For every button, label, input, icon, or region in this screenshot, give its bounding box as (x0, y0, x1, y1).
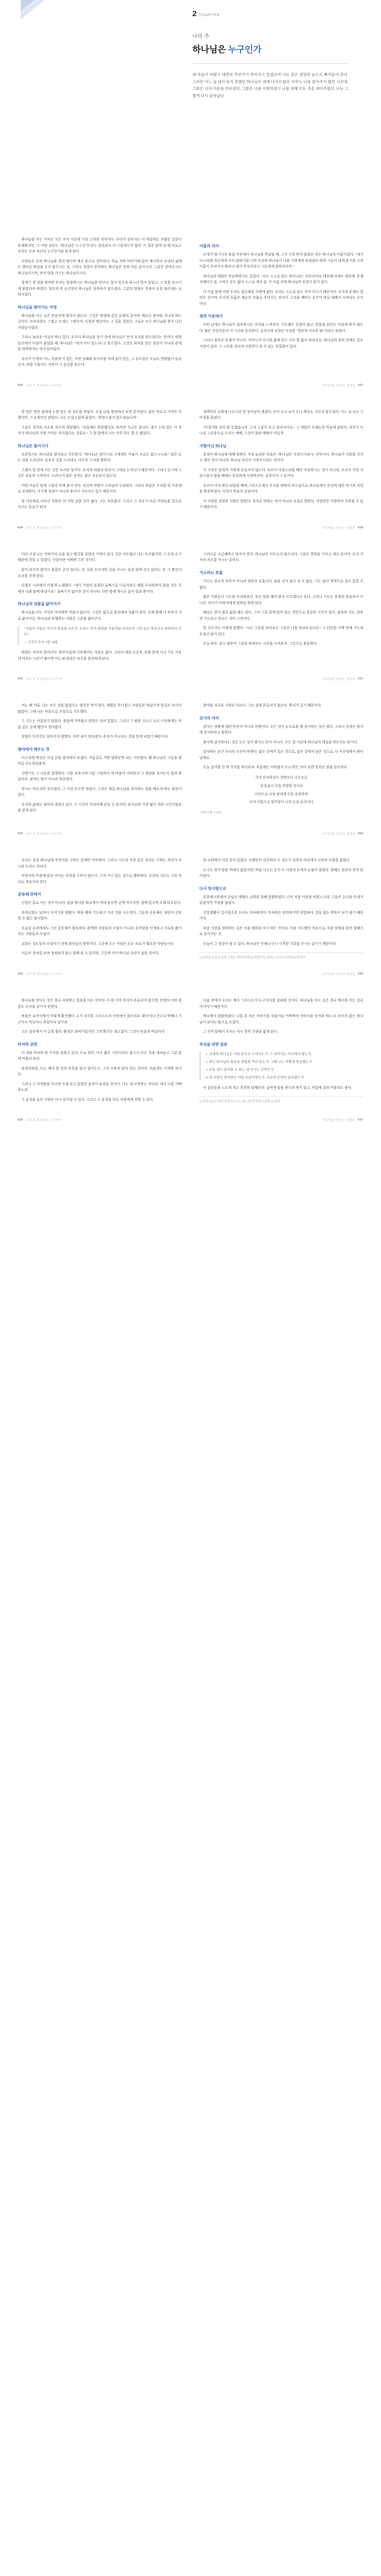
folio-right (323, 832, 364, 836)
quote-line: 2. 최근 하나님의 침묵을 경험한 적이 있는가. 그때 나는 어떻게 반응했는가. (205, 1060, 313, 1064)
body-paragraph: 이 사랑을 경험한 사람은 변한다. 억지로 변하는 것이 아니라 저절로 변한다. 사랑받은 사람만이 사랑할 수 있기 때문이다. (199, 499, 363, 510)
body-paragraph: 오늘이 그 첫날이 될 수 있다. 하나님은 언제나 다시 시작할 기회를 주시는 분이기 때문이다. (203, 942, 337, 946)
body-paragraph: 우리는 종종 하나님께 무언가를 구하는 일에만 익숙하다. 그러나 기도의 가장 깊은 자리는 구하는 자리가 아니라 누리는 자리다. (18, 859, 182, 869)
body-paragraph: 그러나 침묵은 부재가 아니다. 어머니가 아기를 품에 안고 아무 말 없이 바라보듯, 하나님의 침묵 속에도 깊은 사랑이 있다. 그 시간을 견뎌낸 사람만이 알 수 있는 친밀함이 있다. (199, 339, 363, 349)
footnote: 1) 본문에 인용된 성경 구절은 개역개정판을 따랐으며, 일부는 저자의 의역임을 밝힌다. (200, 952, 364, 960)
section-heading: 마지막 권면 (18, 1042, 37, 1047)
folio-right (323, 677, 364, 681)
body-paragraph: 오늘 하루, 잠시 멈추어 그분을 바라보는 시간을 가져보자. 그것으로 충분하다. (203, 642, 318, 646)
page-footer (0, 677, 381, 689)
chapter-number-value: 2 (192, 9, 197, 18)
column-left (18, 858, 182, 960)
folio-left-label: 나의 주 하나님은 누구인가 (25, 1119, 62, 1123)
spread-columns (0, 538, 381, 677)
body-paragraph: 그 신비 앞에서 우리는 다시 한번 무릎을 꿇게 된다. (203, 1030, 278, 1034)
body-paragraph: 그분은 천천히 미소를 지으며 대답했다. "처음에는 원망했지요. 하지만 지금은 압니다. 내가 누워 있는 이 자리가 하나님과 가장 가까운 자리였다는 것을요." 그 말 앞에서 나는 아무 말도 할 수 없었다. (18, 425, 182, 436)
body-paragraph: 교회는 성도들의 모임이기 전에 죄인들의 병원이다. 그곳에 오는 사람은 모두 치료가 필요한 사람들이다. (21, 942, 175, 946)
body-paragraph: 상황은 아무것도 달라지지 않았다. 다만 내가 달라졌다. 혼자가 아니라는 것을 알게 되었기 때문이다. (21, 735, 169, 739)
text-spread (0, 223, 381, 396)
body-paragraph: 신명기는 그 이유를 설명한다. 너를 낮추시며 너를 시험하사 네 마음이 어떠한지 그 명령을 지키는지 알려 하심이라. 광야는 벌이 아니라 학교였다. (18, 771, 182, 782)
section-heading: 기도라는 호흡 (199, 570, 223, 575)
folio-right-label: 하나님을 만나는 첫걸음 (323, 1119, 356, 1123)
column-left (18, 237, 182, 372)
body-paragraph: 범사에 감사한다는 것은 모든 일이 좋다는 뜻이 아니다. 모든 일 가운데 하나님이 계심을 믿는다는 뜻이다. (203, 740, 358, 744)
quote-line: 4. 내 신앙의 첫사랑은 어떤 모습이었는가. 지금과 무엇이 달라졌는가. (205, 1075, 305, 1079)
page-title (192, 42, 348, 55)
page-footer (0, 526, 381, 538)
folio-left-label: 나의 주 하나님은 누구인가 (25, 526, 62, 530)
body-paragraph: 만나는 하루치만 주어졌다. 그 이상 모으면 썩었다. 그것은 매일 하나님을 의지하는 법을 배우게 하는 훈련이었다. (18, 787, 182, 797)
page-footer (0, 832, 381, 844)
folio-left (18, 832, 62, 836)
column-right (200, 703, 364, 820)
body-paragraph: 신앙생활이 길어질수록 우리는 익숙해진다. 익숙함은 편안하지만 위험하다. 감동 없는 반복이 되기 쉽기 때문이다. (199, 911, 363, 921)
text-spread (0, 396, 381, 538)
quote-line: 3. 오늘 내가 감사할 수 있는 세 가지는 무엇인가. (205, 1067, 275, 1072)
quote-line: 1. 나에게 하나님은 어떤 분으로 느껴지는가. 그 이미지는 어디에서 왔는가. (205, 1052, 312, 1056)
folio-right-number: 027 (358, 383, 363, 387)
spread-columns (0, 223, 381, 383)
body-paragraph: 그러나 그 어색함을 지나면 오래 잊고 있었던 음성이 들려올 것이다. 너는 내 사랑하는 자녀라. 내가 너를 기뻐하노라. (18, 1082, 182, 1092)
column-left (18, 703, 182, 820)
folio-right (323, 383, 364, 388)
text-spread (0, 984, 381, 1130)
folio-right-number: 033 (358, 832, 363, 836)
body-paragraph: 감사하는 순간 우리의 시선이 바뀐다. 없는 것에서 있는 것으로, 잃은 것에서 남은 것으로, 나 자신에게서 하나님께로. (199, 750, 363, 760)
section-heading: 광야에서 배우는 것 (18, 746, 49, 752)
spread-container (0, 223, 381, 1130)
page-footer (0, 1118, 381, 1130)
chapter-header (192, 9, 348, 100)
folio-right (323, 526, 364, 530)
folio-left-label: 나의 주 하나님은 누구인가 (25, 833, 62, 836)
folio-right-number: 035 (358, 972, 363, 976)
quote-line: "사람이 거울로 자기의 얼굴을 보듯이, 우리도 주의 영광을 거울처럼 바라보며 그와 같은 형상으로 변화하여 간다." (24, 627, 182, 637)
folio-left (18, 526, 62, 530)
body-paragraph: "비결이랄 것이 뭐 있겠습니까. 그저 그분이 보고 싶어서지요." 그 대답이 오래도록 마음에 남았다. 의무가 아니라 그리움으로 드리는 예배, 그것이 참된 예배가 아닐까. (199, 425, 364, 436)
folio-left-number: 036 (18, 1118, 23, 1122)
section-heading: 하나님은 빛이시다 (18, 443, 48, 448)
section-heading: 하나님의 성품을 닮아가기 (18, 602, 61, 607)
body-paragraph: 하나님을 아는 길은 한순간에 열리지 않는다. 그것은 평생에 걸친 순례의 길이며, 때로는 광야를 지나야 하는 길이다. 아브라함도 그랬고 모세도 그랬으며, 다윗과 엘리야도 그 길을 걸었다. 그들은 모두 하나님을 찾아 나선 사람들이었다. (18, 314, 182, 330)
body-paragraph: 초대교회는 날마다 모이기를 힘썼다. 떡을 떼며 기도하고 가진 것을 나누었다. 그들의 공동체는 세상이 감당할 수 없는 빛이었다. (18, 911, 182, 921)
quote-block (18, 626, 182, 645)
chapter-number-label: CHAPTER (199, 14, 220, 17)
body-paragraph: 오늘날 우리에게도 그런 공동체가 필요하다. 완벽한 사람들의 모임이 아니라, 부족함을 인정하고 서로를 품어주는 사람들의 모임이. (18, 926, 182, 937)
text-spread (0, 844, 381, 984)
verse-line: 내 입술이 주를 찬양할 것이라 (259, 784, 303, 788)
body-paragraph: 요한일서는 하나님을 빛이라고 선포한다. "하나님은 빛이시라 그에게는 어둠이 조금도 없으시니라." 빛은 모든 것을 드러낸다. 감추인 것을 드러내고, 어두운 구석을 밝힌다. (18, 452, 182, 463)
body-paragraph: 우리가 인생의 어느 지점에 서 있든, 어떤 실패와 부끄러움 속에 숨어 있든, 그 부르심은 오늘도 변함없이 들려온다. 귀를 기울이는 자만이 그 음성을 듣는다. (18, 357, 182, 367)
body-paragraph: 아버지의 무릎에 앉은 아이는 무엇을 구하지 않는다. 그저 거기 있는 것으로 행복하다. 우리의 기도도 그런 자리로 자라가야 한다. (18, 874, 182, 884)
quote-line: — 고린도후서 3장 18절 (24, 640, 58, 645)
spread-columns (0, 844, 381, 972)
folio-left-number: 026 (18, 383, 23, 387)
folio-left-number: 030 (18, 677, 23, 681)
body-paragraph: 바울은 로마서에서 이렇게 확신했다. 누가 우리를 그리스도의 사랑에서 끊으리요. 환난이나 곤고나 박해나 기근이나 적신이나 위험이나 칼이랴. (18, 1015, 182, 1024)
page-footer (0, 972, 381, 984)
column-left (18, 998, 182, 1106)
body-paragraph: 요한계시록에서 주님은 에베소 교회를 향해 말씀하셨다. 너의 처음 사랑을 버렸느니라. 그들은 수고와 인내가 있었지만 사랑을 잃었다. (199, 895, 363, 905)
section-heading: 사랑이신 하나님 (199, 443, 227, 448)
folio-left (18, 972, 62, 976)
body-paragraph: 이스라엘 백성은 사십 년을 광야에서 보냈다. 지름길로 가면 열하루면 되는 거리였다. 왜 하나님은 그들을 광야로 인도하셨을까. (18, 756, 182, 766)
body-paragraph: 어떤 날에는 하나님이 침묵하시는 것처럼 느껴진다. 기도해도 응답이 없고, 말씀을 읽어도 마음에 닿지 않는다. 많은 신앙인들이 이 시간을 통과한다. 십자가의 요한은 이것을 "영혼의 어두운 밤"이라고 불렀다. (199, 323, 363, 333)
folio-left-label: 나의 주 하나님은 누구인가 (25, 678, 62, 682)
folio-right-number: 037 (358, 1118, 363, 1122)
body-paragraph: 모세가 떨기나무 불꽃 가운데서 하나님을 만났을 때, 그가 가장 먼저 물었던 것은 하나님의 이름이었다. "내가 이스라엘 자손에게 가서 말하기를 너희 조상의 하나님이 나를 너희에게 보내셨다 하면 그들이 내게 묻기를 그의 이름이 무엇이냐 하리니 내가 무엇이라고 그들에게 말하리이까." (199, 253, 363, 269)
body-paragraph: 많은 사람들이 기도를 어려워한다. 무슨 말을 해야 할지 모르겠다고 한다. 그러나 기도는 유창한 말솜씨가 아니다. 아이가 아버지에게 말하듯 하면 된다. (199, 595, 363, 605)
folio-left (18, 677, 62, 681)
body-paragraph: 하나님을 안다는 것은 결국 사랑받고 있음을 아는 것이다. 이 한 가지 진리가 흔들리지 않으면, 인생의 어떤 풍랑도 우리를 삼키지 못한다. (18, 999, 182, 1009)
folio-left (18, 1118, 62, 1122)
folio-left-number: 034 (18, 972, 23, 976)
body-paragraph: 때로는 말이 필요 없을 때도 있다. 그저 그분 앞에 앉아 있는 것만으로 충분한 시간이 있다. 침묵의 기도, 현존의 기도라고 부르는 것이 그것이다. (199, 611, 363, 621)
page-footer (0, 383, 381, 396)
body-paragraph: 휴대전화를 끄고, 해야 할 일의 목록을 잠시 접어두고, 그저 조용히 앉아 있는 것이다. 처음에는 어색할 것이다. (18, 1066, 182, 1077)
body-paragraph: 이 장을 마치며 한 가지를 권하고 싶다. 오늘 하루, 아주 짧은 시간이라도 좋으니 모든 것을 내려놓고 그분 앞에 머물러 보라. (18, 1051, 182, 1061)
body-paragraph: 이 이름 앞에 서면 우리는 겸손해질 수밖에 없다. 우리는 스스로 있는 자가 아니기 때문이다. 우리의 존재는 빌려온 것이며, 우리의 호흡은 매순간 선물로 주어지는 것이다. 그것을 깨닫는 순간이 바로 예배가 시작되는 순간이다. (199, 290, 363, 306)
column-left (18, 552, 182, 665)
folio-right-label: 하나님을 만나는 첫걸음 (323, 833, 356, 836)
body-paragraph: 빛 가운데로 나아간 사람은 더 이상 감출 것이 없다. 그는 자유롭다. 그리고 그 자유가 다른 사람들을 빛으로 이끄는 통로가 된다. (18, 499, 182, 510)
column-left (18, 409, 182, 514)
folio-right-label: 하나님을 만나는 첫걸음 (323, 384, 356, 388)
body-paragraph: 그래서 빛 앞에 서는 것은 두려운 일이다. 우리의 허물과 위선이 그대로 드러나기 때문이다. 그러나 동시에 그것은 치유의 시작이다. 드러나지 않은 상처는 결코 치유되지 않는다. (18, 468, 182, 478)
body-paragraph: 예수께서 말씀하셨다. 나를 본 자는 아버지를 보았거늘 어찌하여 아버지를 보이라 하느냐. 보이지 않는 하나님이 보이는 몸으로 오셨다. (199, 1015, 363, 1024)
section-heading: 공동체 안에서 (18, 892, 41, 897)
body-paragraph: 한 교회에서 이런 일이 있었다. 오랫동안 갈등하던 두 성도가 성찬식 자리에서 나란히 무릎을 꿇었다. (203, 859, 350, 863)
body-paragraph: 사람들은 흔히 하나님을 멀리 떨어져 계신 분으로 생각한다. 하늘 저편 어딘가에 앉아 계시면서 우리의 삶에는 별다른 관심을 두지 않으시는 분. 그러나 성경이 증언하는 하나님은 전혀 다른 분이시다. 그분은 찾아오시는 하나님이시며, 먼저 말을 거시는 하나님이시다. (18, 259, 182, 275)
body-paragraph: 감사는 상황에 대한 반응이 아니라 선택이다. 모든 것이 순조로울 때 감사하는 것은 쉽다. 그러나 성경은 범사에 감사하라고 말한다. (199, 725, 363, 735)
chapter-lede: 내 마음이 아팠고 내면의 무언가가 죽어가고 있었으며 나는 깊은 절망의 늪으로 빠져들어 갔다. 그러던 어느 날 내가 알지 못했던 하나님이 내게 다가오셨다. 아무도 나를 알아주지 않던 시간에, 그분은 나의 이름을 부르셨다. 그분은 나를 사랑하셨고 나를 위해 모든 것을 내어주셨다. 나는 그렇게 다시 살아났다. (192, 72, 348, 99)
chapter-title-plain: 하나님은 (192, 45, 228, 55)
body-paragraph: 다음 장에서 우리는 예수 그리스도가 누구신지를 살펴볼 것이다. 하나님을 아는 길은 결국 예수를 아는 길로 이어지기 때문이다. (199, 999, 363, 1009)
column-right (200, 858, 364, 960)
column-right (200, 998, 364, 1106)
body-paragraph: 그러나 놀라운 사실이 하나 있다. 우리가 하나님을 찾기 전에 하나님이 먼저 우리를 찾으셨다는 것이다. 에덴동산에서 아담이 숨었을 때, 하나님은 "네가 어디 있느냐"고 물으셨다. 그것은 위치를 묻는 질문이 아니라 관계를 회복하자는 부르심이었다. (18, 336, 182, 352)
section-heading: 다시 첫사랑으로 (199, 886, 227, 891)
folio-right-label: 하나님을 만나는 첫걸음 (323, 973, 356, 977)
body-paragraph: 하나님을 아는 지식은 머리에만 머물지 않는다. 그것은 삶으로 흘러내려 성품이 된다. 오래 함께 산 부부가 서로 닮아가듯, 하나님과 동행하는 사람은 그분을 닮아간다. (18, 611, 182, 621)
body-paragraph: 다윗은 시편에서 이렇게 노래했다. "내가 사망의 음침한 골짜기로 다닐지라도 해를 두려워하지 않을 것은 주께서 나와 함께 하심이라." 골짜기가 없어진 것이 아니다. 다만 함께 계시는 분이 있을 뿐이다. (18, 584, 182, 594)
body-paragraph: 한 수도사는 이렇게 말했다. "나는 그분을 바라보고 그분은 나를 바라보십니다." 그 단순한 고백 속에 기도의 본질이 담겨 있다. (199, 626, 364, 636)
title-divider (192, 63, 348, 64)
folio-right (323, 972, 364, 976)
body-paragraph: 우리가 아직 죄인 되었을 때에 그리스도께서 우리를 위하여 죽으심으로 하나님께서 우리에 대한 자기의 사랑을 확증하셨다. 이것이 복음의 심장이다. (199, 484, 363, 494)
verse-caption: 시편 63편 3–4절 (199, 811, 221, 815)
folio-right-label: 하나님을 만나는 첫걸음 (323, 678, 356, 682)
body-paragraph: 어떤 이들은 평생 그림자 속에 숨어 산다. 자신의 약함이 드러날까 두려워서. 그러나 복음은 우리를 빛 가운데로 초대한다. 거기에 정죄가 아니라 용서가 기다리고 있기 때문이다. (18, 484, 182, 494)
folio-right-label: 하나님을 만나는 첫걸음 (323, 526, 356, 530)
folio-left-label: 나의 주 하나님은 누구인가 (25, 973, 62, 977)
chapter-kicker: 나의 주 (192, 34, 210, 39)
column-right (200, 237, 364, 372)
body-paragraph: 이 질문들을 노트에 적고 천천히 답해보라. 급하게 답을 찾으려 하지 말고, 며칠에 걸쳐 머물러도 좋다. (203, 1086, 352, 1090)
footnote: 2) 묵상 질문은 개인 묵상 또는 소그룹 나눔에 함께 사용할 수 있다. (200, 1096, 364, 1104)
body-paragraph: 우리의 삶에도 광야의 계절이 있다. 그 시간이 무의미해 보일 수 있지만, 돌아보면 가장 많이 자란 시간이었음을 알게 된다. (18, 803, 182, 813)
body-paragraph: 이 사랑은 감정의 기복에 흔들리지 않는다. 우리가 사랑스러울 때만 사랑하시는 것이 아니라, 우리가 가장 사랑스럽지 않을 때에도 동일하게 사랑하신다. 십자가가 그 증거다. (199, 468, 363, 478)
folio-right-number: 031 (358, 677, 363, 681)
section-heading: 묵상을 위한 질문 (199, 1042, 228, 1047)
verse-line: 주의 인자하심이 생명보다 나으므로 (255, 776, 308, 780)
verse-line: 이러므로 나의 평생에 주를 송축하며 (255, 792, 308, 796)
body-paragraph: 성경이 하나님에 대해 말하는 가장 놀라운 진술은 "하나님은 사랑이시라"는 선언이다. 하나님이 사랑을 가지고 계신 것이 아니라, 하나님 자신이 사랑이시라는 것이다. (199, 452, 363, 463)
folio-left-label: 나의 주 하나님은 누구인가 (25, 384, 62, 388)
folio-right-number: 029 (358, 526, 363, 529)
body-paragraph: 기도는 종교적 의무가 아니라 영혼의 호흡이다. 숨을 쉬지 않고 살 수 없듯, 기도 없이 영적으로 살아 있을 수 없다. (199, 579, 363, 590)
verse-block (200, 776, 364, 806)
column-right (200, 409, 364, 514)
body-paragraph: 처음 사랑을 회복하는 길은 처음 행위를 다시 하는 것이다. 처음 기도했던 마음으로, 처음 말씀을 읽던 설렘으로 돌아가는 것. (199, 926, 363, 937)
body-paragraph: 그러므로 조급해하지 말아야 한다. 하나님은 서두르지 않으신다. 그분은 영원을 가지고 계신 분이며, 우리 각자의 속도를 아시는 분이다. (199, 552, 363, 563)
verse-line: 주의 이름으로 말미암아 나의 손을 들리이다 (249, 800, 313, 805)
body-paragraph: 변화는 서서히 일어난다. 하루아침에 거룩해지는 사람은 없다. 그러나 매일 조금씩, 말씀 앞에 서고 기도 가운데 머무는 시간이 쌓이면 어느새 달라진 자신을 발견하게 된다. (18, 651, 182, 661)
body-paragraph: 광야를 지나본 사람은 다르다. 그는 쉽게 흔들리지 않는다. 뿌리가 깊기 때문이다. (203, 704, 322, 708)
section-heading: 이름의 의미 (199, 244, 219, 248)
body-paragraph: 하나님의 대답은 단순하면서도 깊었다. "나는 스스로 있는 자이니라." 히브리어로 에흐예 아셰르 에흐예. 존재 자체이신 분, 시작도 끝도 없이 스스로 계신 분. 이 이름 속에 하나님의 본질이 담겨 있다. (199, 274, 363, 285)
body-paragraph: 신앙은 홀로 서는 것이 아니다. 숯불 하나를 화로에서 꺼내 놓으면 금세 꺼지지만, 함께 있으면 오래 타오른다. (21, 901, 181, 905)
section-heading: 감사의 자리 (199, 715, 219, 720)
body-paragraph: 그 음성을 들은 사람은 다시 일어설 수 있다. 그리고 그 음성을 다른 사람에게 전할 수 있다. (21, 1098, 154, 1102)
chapter-number (192, 9, 348, 18)
section-heading: 하나님을 찾아가는 여정 (18, 304, 57, 310)
text-spread (0, 689, 381, 844)
body-paragraph: 한 번은 병원 침대에 누워 있는 한 성도를 만났다. 수십 년을 병상에서 보낸 분이었다. 몸은 마르고 기력은 다했지만, 그 눈빛만은 맑았다. 나는 조심스럽게 물었다. "원망스럽지 않으셨습니까." (18, 410, 182, 420)
spread-columns (0, 689, 381, 832)
folio-right (323, 1118, 364, 1122)
folio-left (18, 383, 62, 388)
spread-columns (0, 396, 381, 526)
section-heading: 침묵 가운데서 (199, 314, 223, 319)
body-paragraph: 그 기도는 아름답지 않았다. 울음에 가까웠고 원망도 섞여 있었다. 그러나 그 밤을 지나고 나니 이상하게도 마음 깊은 곳에 평안이 찾아왔다. (18, 719, 182, 729)
quote-block (200, 1051, 364, 1080)
spread-columns (0, 984, 381, 1118)
body-paragraph: 창세기 첫 장을 펼치면 우리는 말씀하시는 하나님을 만난다. 빛이 있으라 하시니 빛이 있었고, 그 빛을 보시기에 좋았더라 하셨다. 창조의 첫 순간부터 하나님은 침묵하지 않으셨다. 그분의 말씀은 무에서 유를 불러내는 능력이었다. (18, 281, 182, 297)
body-paragraph: 앞이 보이지 않아도 붙잡은 손이 있다는 것. 길을 모르지만 길을 아시는 분과 함께 걷고 있다는 것. 그 확신이 우리를 걷게 한다. (18, 568, 182, 578)
body-paragraph: 서로의 상처를 보며 정죄하지 않고 함께 울 수 있다면, 그곳에 이미 하나님 나라가 임한 것이다. (21, 952, 160, 956)
body-paragraph: 하나님을 아는 지식은 모든 지식 가운데 가장 고귀한 지식이다. 우리가 살아가는 이 세상에는 수많은 질문이 존재하지만, 그 어떤 질문도 "하나님은 누구신가"라는 질문보다 더 근본적이지 않다. 이 질문 앞에 설 때 비로소 우리는 우리 자신이 누구인지를 알게 된다. (18, 238, 182, 254)
body-paragraph: 새벽마다 교회에 나오시던 한 권사님이 계셨다. 비가 오나 눈이 오나 하루도 거르지 않으셨다. 어느 날 나는 그 비결을 물었다. (199, 410, 363, 420)
folio-left-number: 032 (18, 832, 23, 836)
chapter-title-accent: 누구인가 (228, 45, 261, 55)
body-paragraph: 어린 시절 나는 아버지의 손을 잡고 밤길을 걸었던 기억이 있다. 길은 어두웠고 나는 무서웠지만, 그 손의 온기 때문에 견딜 수 있었다. 신앙이란 어쩌면 그런 것이다. (18, 552, 182, 563)
folio-left-number: 028 (18, 526, 23, 529)
body-paragraph: 오늘 감사할 것 세 가지를 적어보자. 처음에는 어려울지 모르지만, 쓰다 보면 목록은 점점 길어진다. (203, 766, 348, 770)
body-paragraph: 어느 해 겨울, 나는 모든 것을 잃었다고 생각한 적이 있다. 계획은 무너졌고 사람들은 떠났으며 앞길은 보이지 않았다. 그때 나는 처음으로 진심으로 기도했다. (18, 704, 182, 714)
text-spread (0, 538, 381, 689)
body-paragraph: 누구도 먼저 말을 꺼내지 않았지만, 떡을 나누는 순간 두 사람의 눈에서 눈물이 흘렀다. 화해는 말보다 먼저 일어났다. (199, 868, 363, 878)
decorative-swoosh (21, 0, 177, 47)
body-paragraph: 그는 감옥에서 이 글을 썼다. 환경은 최악이었지만 그의 확신은 최고였다. 그것이 믿음의 역설이다. (21, 1030, 166, 1034)
chapter-opening-page (0, 0, 381, 223)
column-right (200, 552, 364, 665)
